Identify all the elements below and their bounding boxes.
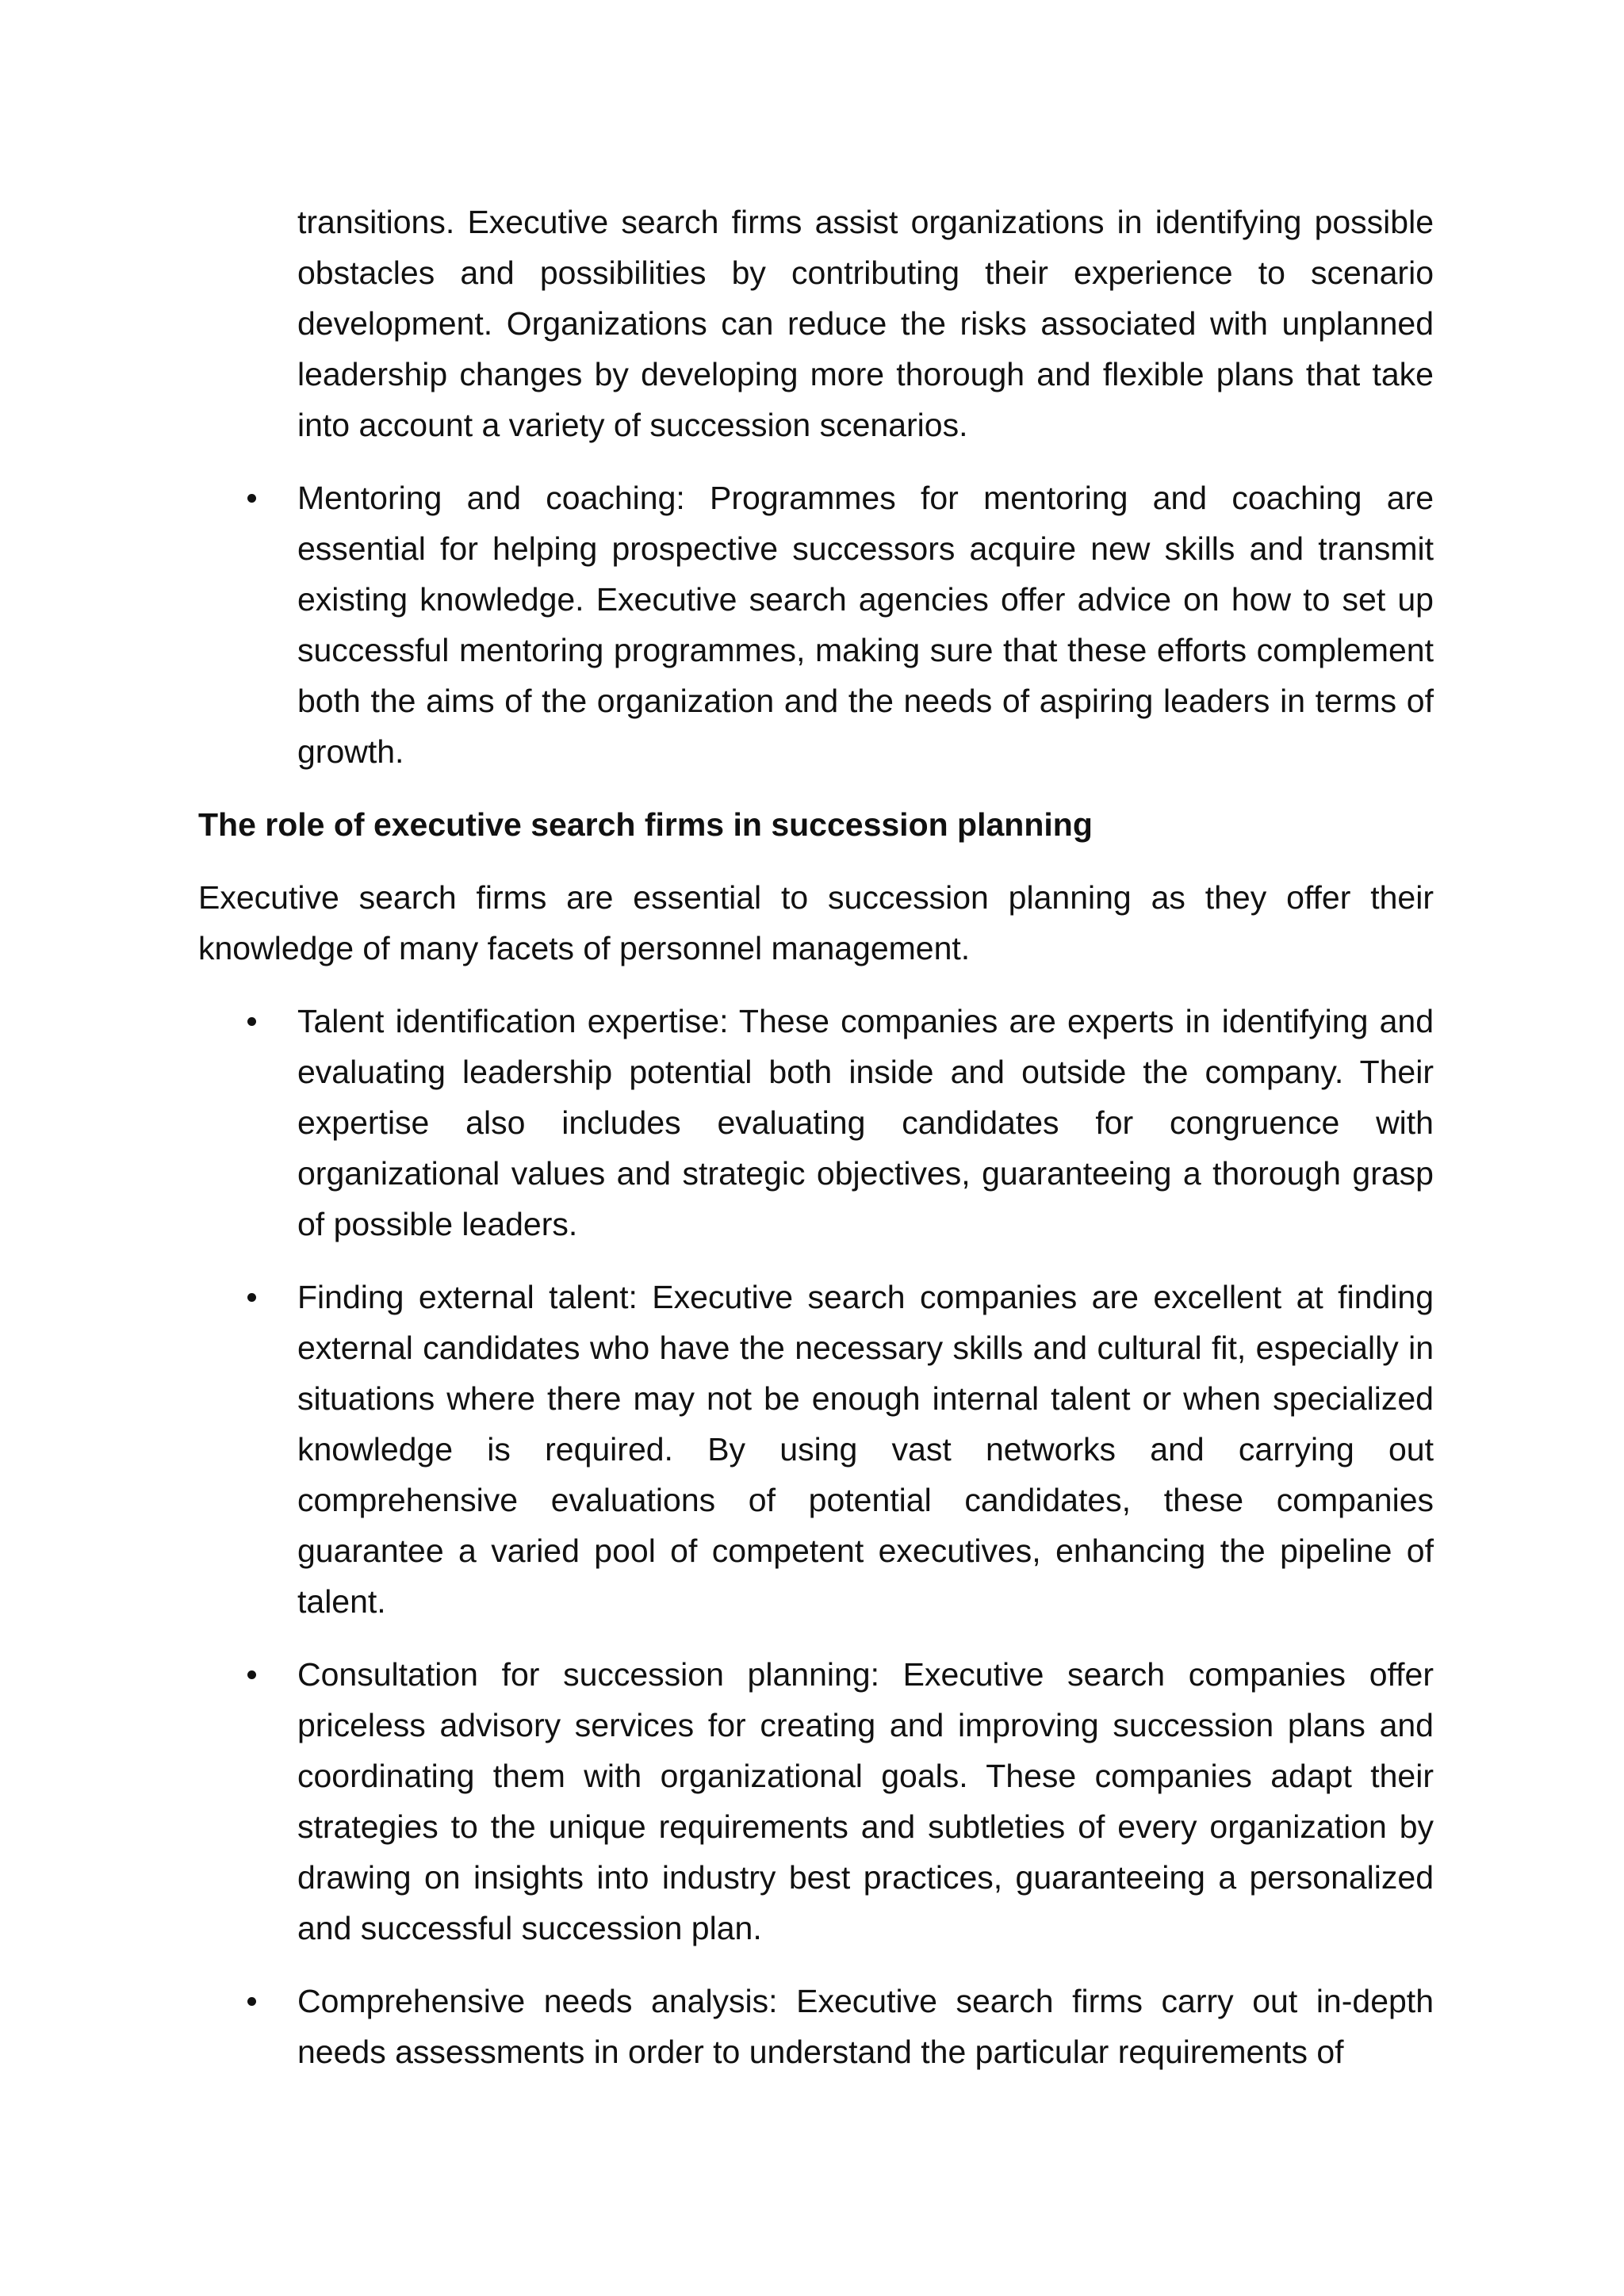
list-item [198,1649,1434,1954]
section-heading: The role of executive search firms in succession planning [198,806,1093,843]
list-item-text: Comprehensive needs analysis: Executive search firms carry out in-depth needs assessments in order to understand the particular requirements of [297,1983,1434,2070]
list-item [198,996,1434,1249]
page-content [198,197,1434,2099]
bullet-icon [247,1017,256,1026]
bullet-list-mentoring [198,473,1434,777]
list-item [198,1272,1434,1627]
bullet-icon [247,1997,256,2006]
list-item-text: Finding external talent: Executive search companies are excellent at finding external candidates who have the necessary skills and cultural fit, especially in situations where there may not be enough internal talent or when specialized knowledge is required. By using vast networks and carrying out comprehensive evaluations of potential candidates, these companies guarantee a varied pool of competent executives, enhancing the pipeline of talent. [297,1279,1434,1620]
continued-paragraph: transitions. Executive search firms assist organizations in identifying possible obstacles and possibilities by contributing their experience to scenario development. Organizations can reduce the risks associated with unplanned leadership changes by developing more thorough and flexible plans that take into account a variety of succession scenarios. [297,204,1434,443]
list-item [198,1976,1434,2077]
list-item-text: Consultation for succession planning: Executive search companies offer priceless advisory services for creating and improving succession plans and coordinating them with organizational goals. These companies adapt their strategies to the unique requirements and subtleties of every organization by drawing on insights into industry best practices, guaranteeing a personalized and successful succession plan. [297,1656,1434,1946]
bullet-list-roles [198,996,1434,2077]
list-item-text: Talent identification expertise: These companies are experts in identifying and evaluating leadership potential both inside and outside the company. Their expertise also includes evaluating candidates for congruence with organizational values and strategic objectives, guaranteeing a thorough grasp of possible leaders. [297,1003,1434,1242]
list-item-text: Mentoring and coaching: Programmes for mentoring and coaching are essential for helping prospective successors acquire new skills and transmit existing knowledge. Executive search agencies offer advice on how to set up successful mentoring programmes, making sure that these efforts complement both the aims of the organization and the needs of aspiring leaders in terms of growth. [297,480,1434,770]
section-intro: Executive search firms are essential to succession planning as they offer their knowledge of many facets of personnel management. [198,879,1434,966]
bullet-icon [247,494,256,503]
list-item [198,473,1434,777]
bullet-icon [247,1293,256,1302]
bullet-icon [247,1670,256,1679]
